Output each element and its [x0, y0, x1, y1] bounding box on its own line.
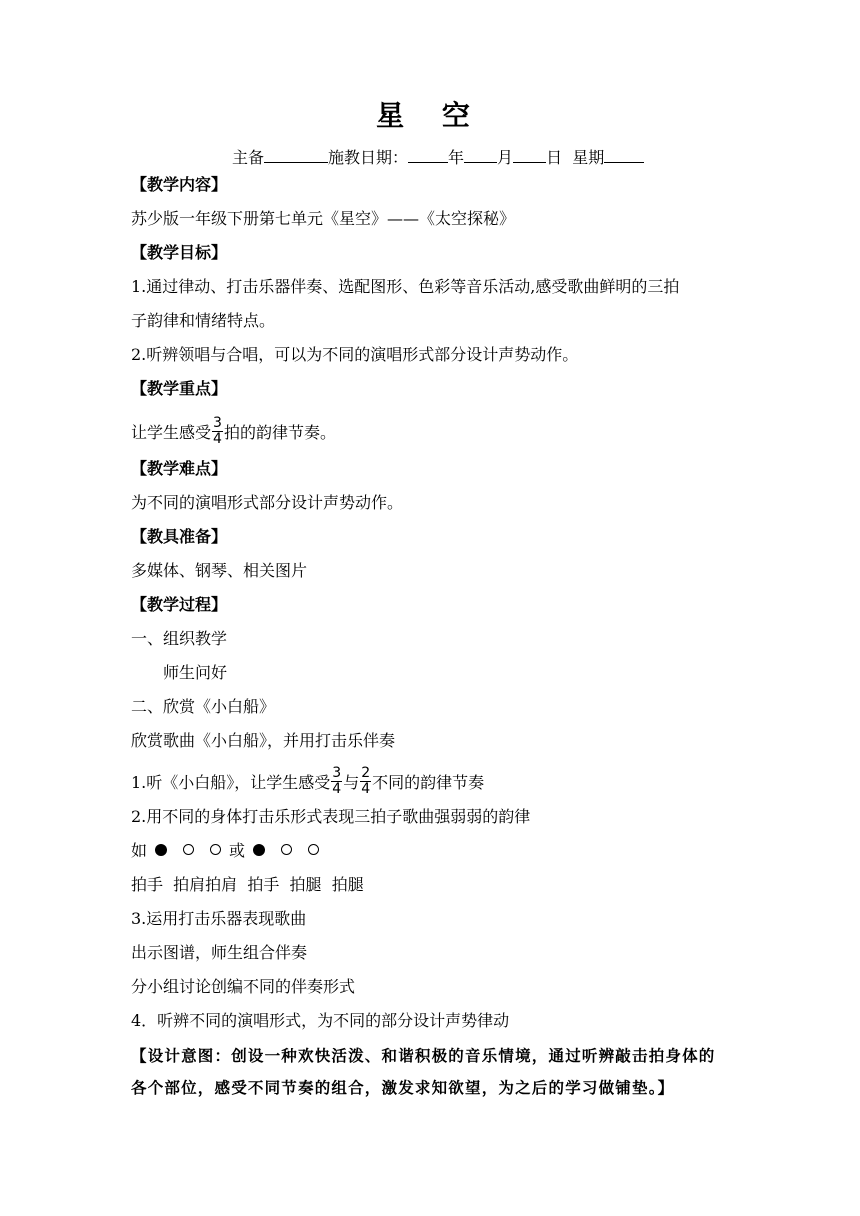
prepare-blank: [264, 146, 328, 163]
pattern-or: 或: [229, 841, 246, 860]
weak-beat-icon: [308, 844, 319, 855]
month-blank: [464, 146, 497, 163]
time-signature-fraction: [331, 766, 342, 797]
tools-text: 多媒体、钢琴、相关图片: [131, 561, 308, 580]
tools-heading: 【教具准备】: [131, 527, 228, 546]
lesson-meta: [232, 146, 644, 169]
pattern-actions: 拍手 拍肩拍肩 拍手 拍腿 拍腿: [131, 875, 364, 894]
key-text-pre: 让学生感受: [131, 423, 212, 442]
item-3-b: 分小组讨论创编不同的伴奏形式: [131, 977, 356, 996]
item-1-post: 不同的韵律节奏: [372, 773, 485, 792]
item-3-a: 出示图谱，师生组合伴奏: [131, 943, 308, 962]
weak-beat-icon: [210, 844, 221, 855]
content-heading: 【教学内容】: [131, 175, 228, 194]
item-1-pre: 1.听《小白船》，让学生感受: [131, 773, 331, 792]
page-title: 星 空: [376, 99, 484, 132]
time-signature-fraction: [212, 416, 223, 447]
fraction-numerator: 3: [332, 765, 342, 781]
difficulty-text: 为不同的演唱形式部分设计声势动作。: [131, 493, 404, 512]
weekday-blank: [604, 146, 644, 163]
fraction-denominator: 4: [213, 431, 222, 447]
strong-beat-icon: [253, 844, 265, 856]
item-3: 3.运用打击乐器表现歌曲: [131, 909, 307, 928]
goal-1-line-1: 1.通过律动、打击乐器伴奏、选配图形、色彩等音乐活动,感受歌曲鲜明的三拍: [131, 277, 680, 296]
weak-beat-icon: [281, 844, 292, 855]
difficulty-heading: 【教学难点】: [131, 459, 228, 478]
key-text: [131, 415, 336, 449]
item-4: 4．听辨不同的演唱形式，为不同的部分设计声势律动: [131, 1011, 510, 1030]
year-blank: [408, 146, 448, 163]
process-heading: 【教学过程】: [131, 595, 228, 614]
step-1-text: 师生问好: [163, 663, 228, 682]
weak-beat-icon: [183, 844, 194, 855]
step-2: 二、欣赏《小白船》: [131, 697, 276, 716]
fraction-numerator: 2: [361, 765, 371, 781]
key-text-post: 拍的韵律节奏。: [223, 423, 336, 442]
weekday-label: 星期: [572, 148, 605, 167]
goal-1-line-2: 子韵律和情绪特点。: [131, 311, 276, 330]
key-heading: 【教学重点】: [131, 379, 228, 398]
goals-heading: 【教学目标】: [131, 243, 228, 262]
day-label: 日: [546, 148, 563, 167]
prepare-label: 主备: [232, 148, 265, 167]
fraction-numerator: 3: [213, 415, 222, 431]
day-blank: [513, 146, 546, 163]
beat-pattern: [131, 840, 327, 862]
item-2: 2.用不同的身体打击乐形式表现三拍子歌曲强弱弱的韵律: [131, 807, 531, 826]
year-label: 年: [448, 148, 465, 167]
fraction-denominator: 4: [332, 781, 342, 797]
fraction-denominator: 4: [361, 781, 371, 797]
item-1-mid: 与: [343, 773, 360, 792]
content-text: 苏少版一年级下册第七单元《星空》——《太空探秘》: [131, 209, 516, 228]
pattern-prefix: 如: [131, 841, 148, 860]
item-1: [131, 765, 485, 799]
step-1: 一、组织教学: [131, 629, 228, 648]
date-label: 施教日期：: [328, 148, 409, 167]
month-label: 月: [497, 148, 514, 167]
design-intent: 【设计意图：创设一种欢快活泼、和谐积极的音乐情境，通过听辨敲击拍身体的各个部位，感受不同节奏的组合，激发求知欲望，为之后的学习做铺垫。】: [131, 1046, 716, 1097]
time-signature-fraction: [360, 766, 371, 797]
goal-2: 2.听辨领唱与合唱，可以为不同的演唱形式部分设计声势动作。: [131, 345, 579, 364]
step-2-text: 欣赏歌曲《小白船》，并用打击乐伴奏: [131, 731, 396, 750]
strong-beat-icon: [155, 844, 167, 856]
